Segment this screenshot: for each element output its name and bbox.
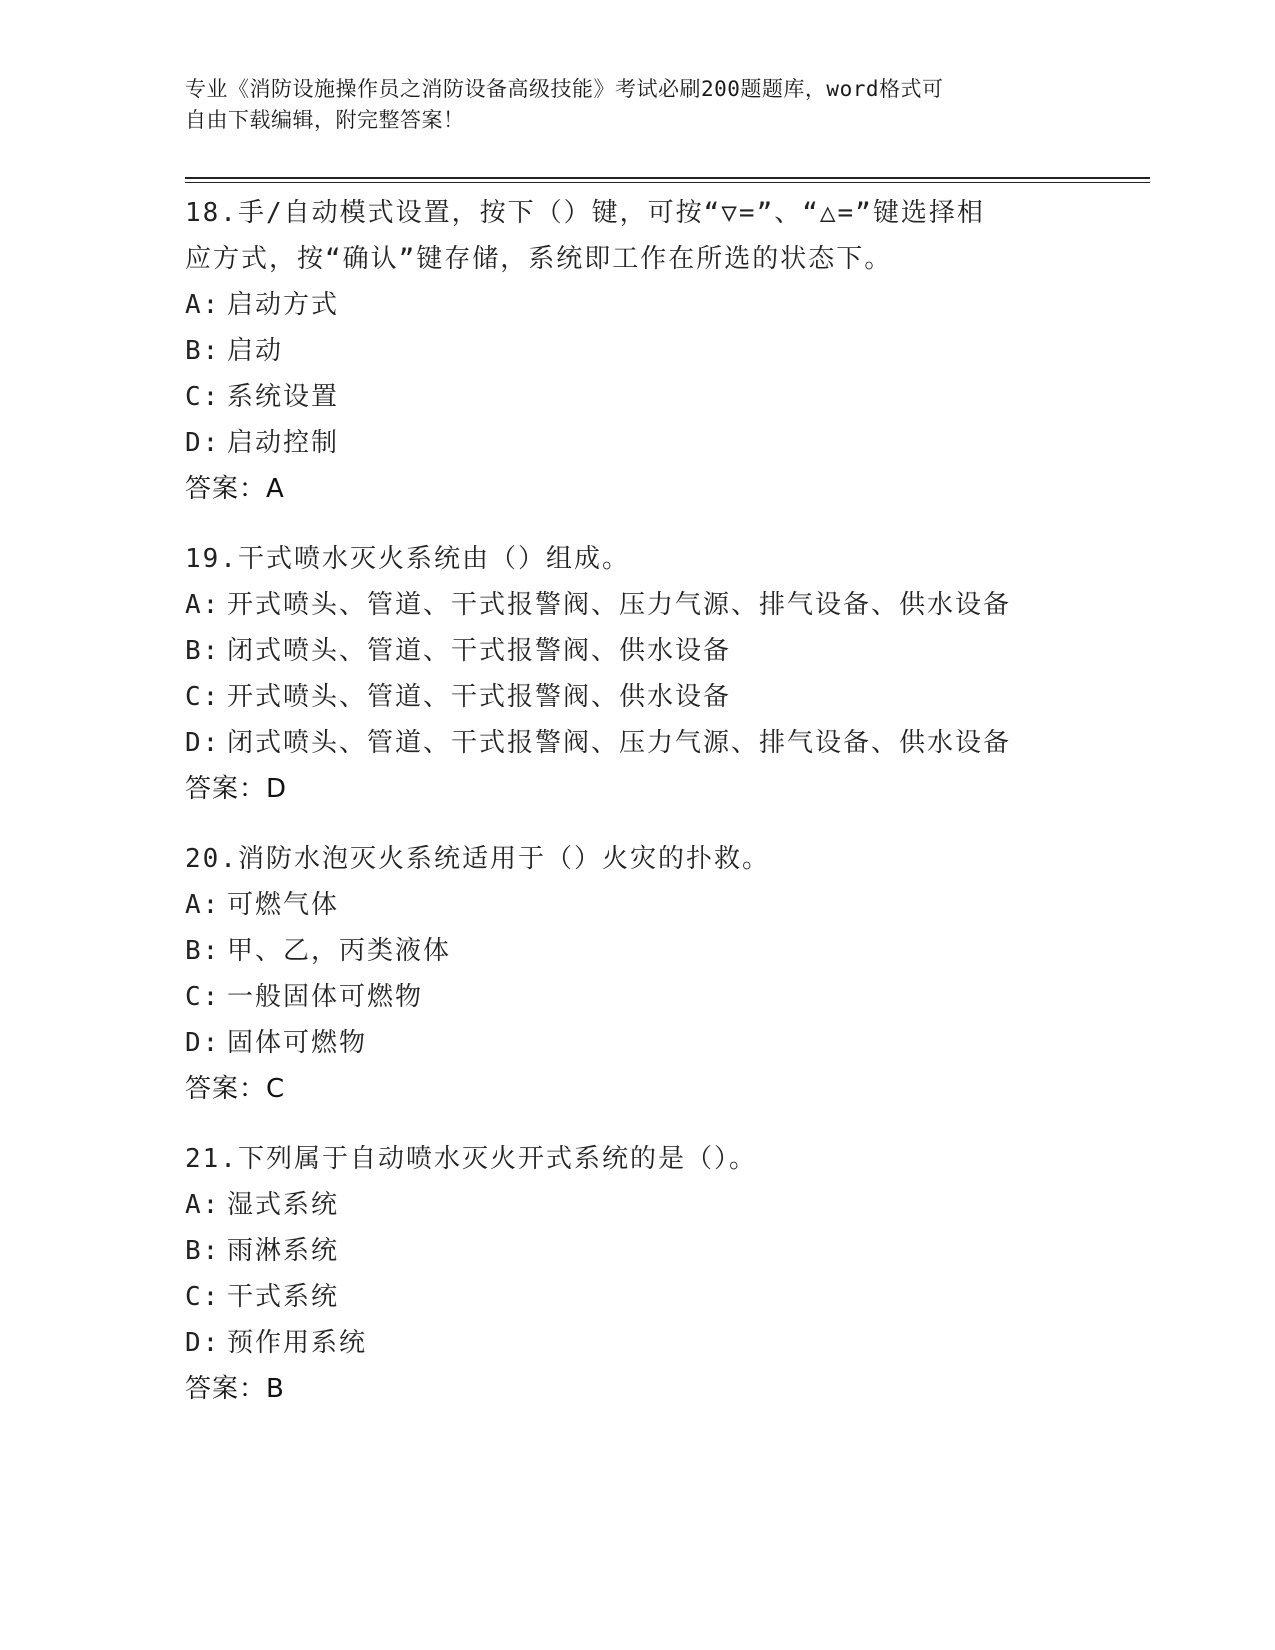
option-key: A: — [185, 590, 221, 620]
question-stem — [185, 1136, 1125, 1182]
option-text: 开式喷头、管道、干式报警阀、供水设备 — [227, 682, 732, 712]
document-header — [185, 74, 1065, 136]
question-stem-line: 20.消防水泡灭火系统适用于（）火灾的扑救。 — [185, 844, 770, 874]
question-list — [185, 190, 1125, 1436]
option-text: 雨淋系统 — [227, 1236, 340, 1266]
option-text: 固体可燃物 — [227, 1028, 368, 1058]
option-b — [185, 928, 1125, 974]
option-key: A: — [185, 290, 221, 320]
option-c — [185, 1274, 1125, 1320]
option-text: 开式喷头、管道、干式报警阀、压力气源、排气设备、供水设备 — [227, 590, 1012, 620]
option-text: 预作用系统 — [227, 1328, 368, 1358]
header-divider-thick — [185, 177, 1150, 179]
option-key: C: — [185, 682, 221, 712]
question-stem-line: 21.下列属于自动喷水灭火开式系统的是（）。 — [185, 1144, 757, 1174]
option-key: A: — [185, 1190, 221, 1220]
option-text: 启动控制 — [227, 428, 340, 458]
question-stem — [185, 536, 1125, 582]
answer-line: 答案：C — [185, 1074, 286, 1104]
option-a — [185, 282, 1125, 328]
header-title-line-2: 自由下载编辑，附完整答案！ — [185, 108, 465, 132]
option-key: C: — [185, 382, 221, 412]
option-key: D: — [185, 1328, 221, 1358]
answer-line: 答案：B — [185, 1374, 285, 1404]
option-text: 甲、乙，丙类液体 — [227, 936, 452, 966]
option-key: B: — [185, 336, 221, 366]
answer-line: 答案：D — [185, 774, 288, 804]
header-title-line-1: 专业《消防设施操作员之消防设备高级技能》考试必刷200题题库，word格式可 — [185, 77, 944, 101]
option-text: 湿式系统 — [227, 1190, 340, 1220]
option-key: D: — [185, 428, 221, 458]
header-divider-thin — [185, 182, 1150, 183]
question-18 — [185, 190, 1125, 512]
option-text: 可燃气体 — [227, 890, 340, 920]
question-20 — [185, 836, 1125, 1112]
option-b — [185, 328, 1125, 374]
question-19 — [185, 536, 1125, 812]
option-key: D: — [185, 1028, 221, 1058]
question-stem-line: 19.干式喷水灭火系统由（）组成。 — [185, 544, 630, 574]
option-text: 闭式喷头、管道、干式报警阀、供水设备 — [227, 636, 732, 666]
option-c — [185, 674, 1125, 720]
option-b — [185, 628, 1125, 674]
answer-line: 答案：A — [185, 474, 285, 504]
option-c — [185, 974, 1125, 1020]
option-a — [185, 882, 1125, 928]
option-d — [185, 1020, 1125, 1066]
option-key: A: — [185, 890, 221, 920]
option-b — [185, 1228, 1125, 1274]
option-d — [185, 1320, 1125, 1366]
option-key: B: — [185, 936, 221, 966]
option-a — [185, 1182, 1125, 1228]
option-key: B: — [185, 1236, 221, 1266]
option-d — [185, 420, 1125, 466]
question-stem-line: 18.手/自动模式设置，按下（）键，可按“▽=”、“△=”键选择相 — [185, 198, 985, 228]
option-key: C: — [185, 1282, 221, 1312]
option-text: 干式系统 — [227, 1282, 340, 1312]
option-a — [185, 582, 1125, 628]
question-stem — [185, 190, 1125, 282]
question-21 — [185, 1136, 1125, 1412]
option-d — [185, 720, 1125, 766]
question-stem-line: 应方式，按“确认”键存储，系统即工作在所选的状态下。 — [185, 244, 893, 274]
option-text: 系统设置 — [227, 382, 340, 412]
option-text: 一般固体可燃物 — [227, 982, 424, 1012]
option-c — [185, 374, 1125, 420]
question-stem — [185, 836, 1125, 882]
option-text: 启动方式 — [227, 290, 340, 320]
option-key: B: — [185, 636, 221, 666]
option-text: 启动 — [227, 336, 284, 366]
option-key: C: — [185, 982, 221, 1012]
option-text: 闭式喷头、管道、干式报警阀、压力气源、排气设备、供水设备 — [227, 728, 1012, 758]
option-key: D: — [185, 728, 221, 758]
